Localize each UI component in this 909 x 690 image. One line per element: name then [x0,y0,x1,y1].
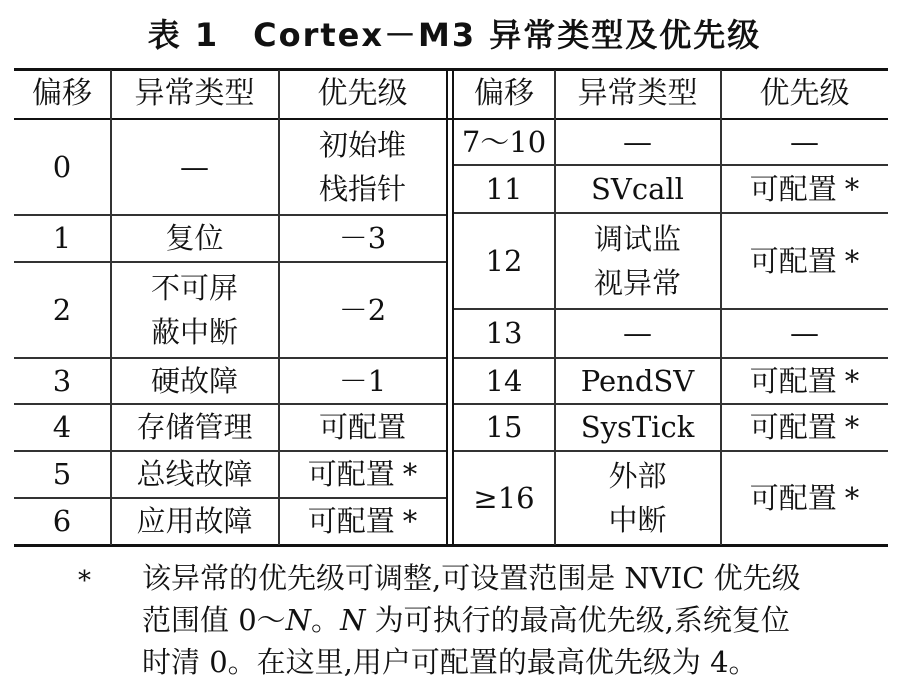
priority-text: 可配置 [307,457,395,491]
footnote-line: 该异常的优先级可调整,可设置范围是 NVIC 优先级 [142,561,801,595]
offset-cell: 2 [52,292,72,327]
offset-cell: 0 [52,150,72,184]
footnote-line: 时清 0。在这里,用户可配置的最高优先级为 4。 [142,645,758,679]
offset-cell: 11 [485,171,523,206]
type-cell: 存储管理 [136,410,253,444]
type-cell: — [623,316,652,350]
type-cell: PendSV [580,363,695,398]
priority-cell: －2 [338,292,387,327]
footnote-mark: * [844,410,860,444]
header-offset-right: 偏移 [474,76,534,111]
priority-text: 可配置 [307,504,395,538]
priority-cell [721,451,888,544]
variable-n: N [285,603,312,637]
priority-line: 初始堆 [318,128,406,162]
priority-text: 可配置 [749,171,837,206]
footnote-mark: * [844,363,860,398]
offset-cell: 14 [485,363,523,398]
footnote-text: 。 [311,603,341,637]
type-line: 调试监 [593,221,681,256]
priority-text: 可配置 [749,243,837,278]
footnote-mark: * [78,566,91,596]
priority-cell [279,498,446,544]
type-line: 视异常 [593,265,681,300]
type-line: 中断 [608,502,667,537]
type-line: 蔽中断 [150,314,238,349]
type-line: 不可屏 [150,270,238,305]
offset-cell: 13 [485,316,523,350]
footnote-mark: * [402,504,418,538]
type-cell: — [623,125,652,159]
footnote-text: 范围值 0～ [142,603,286,637]
priority-cell [279,451,446,497]
header-type-left: 异常类型 [134,76,255,111]
variable-n: N [340,603,366,637]
priority-line: 栈指针 [318,172,406,206]
type-cell: 复位 [165,221,224,255]
priority-text: 可配置 [749,410,837,444]
type-cell: SVcall [591,171,684,206]
header-offset-left: 偏移 [32,76,92,111]
header-priority-left: 优先级 [317,76,408,111]
type-cell: — [180,150,209,184]
priority-cell: 可配置 [318,410,406,444]
header-type-right: 异常类型 [577,76,698,111]
priority-cell: — [790,316,819,350]
offset-cell: 4 [52,410,72,444]
offset-cell: 3 [52,363,72,398]
priority-cell: －1 [338,363,387,398]
type-cell: 应用故障 [136,504,253,538]
footnote-line [142,598,790,639]
type-cell: 硬故障 [150,363,238,398]
priority-cell [721,165,888,212]
priority-cell [721,213,888,308]
footnote-mark: * [844,243,860,278]
bottom-rule [14,544,888,547]
priority-cell: — [790,125,819,159]
offset-cell: 7～10 [461,125,547,159]
offset-cell: ≥16 [473,480,535,515]
footnote-mark: * [844,480,860,515]
header-priority-right: 优先级 [759,76,850,111]
type-cell [555,213,720,308]
offset-cell: 6 [52,504,72,538]
type-cell [111,262,278,357]
table-caption [0,10,909,56]
priority-text: 可配置 [749,480,837,515]
priority-cell [279,120,446,214]
offset-cell: 15 [485,410,523,444]
priority-cell: －3 [338,221,387,255]
type-cell [555,451,720,544]
offset-cell: 5 [52,457,72,491]
caption-label: 表 1 [147,16,220,54]
priority-cell [721,404,888,450]
type-cell: 总线故障 [136,457,253,491]
caption-text: Cortex－M3 异常类型及优先级 [253,16,762,54]
priority-text: 可配置 [749,363,837,398]
footnote-mark: * [844,171,860,206]
center-double-rule-a [446,68,448,546]
footnote-mark: * [402,457,418,491]
footnote-text: 为可执行的最高优先级,系统复位 [365,603,790,637]
type-line: 外部 [608,458,667,493]
offset-cell: 12 [485,243,523,278]
offset-cell: 1 [52,221,72,255]
priority-cell [721,358,888,403]
type-cell: SysTick [580,410,695,444]
